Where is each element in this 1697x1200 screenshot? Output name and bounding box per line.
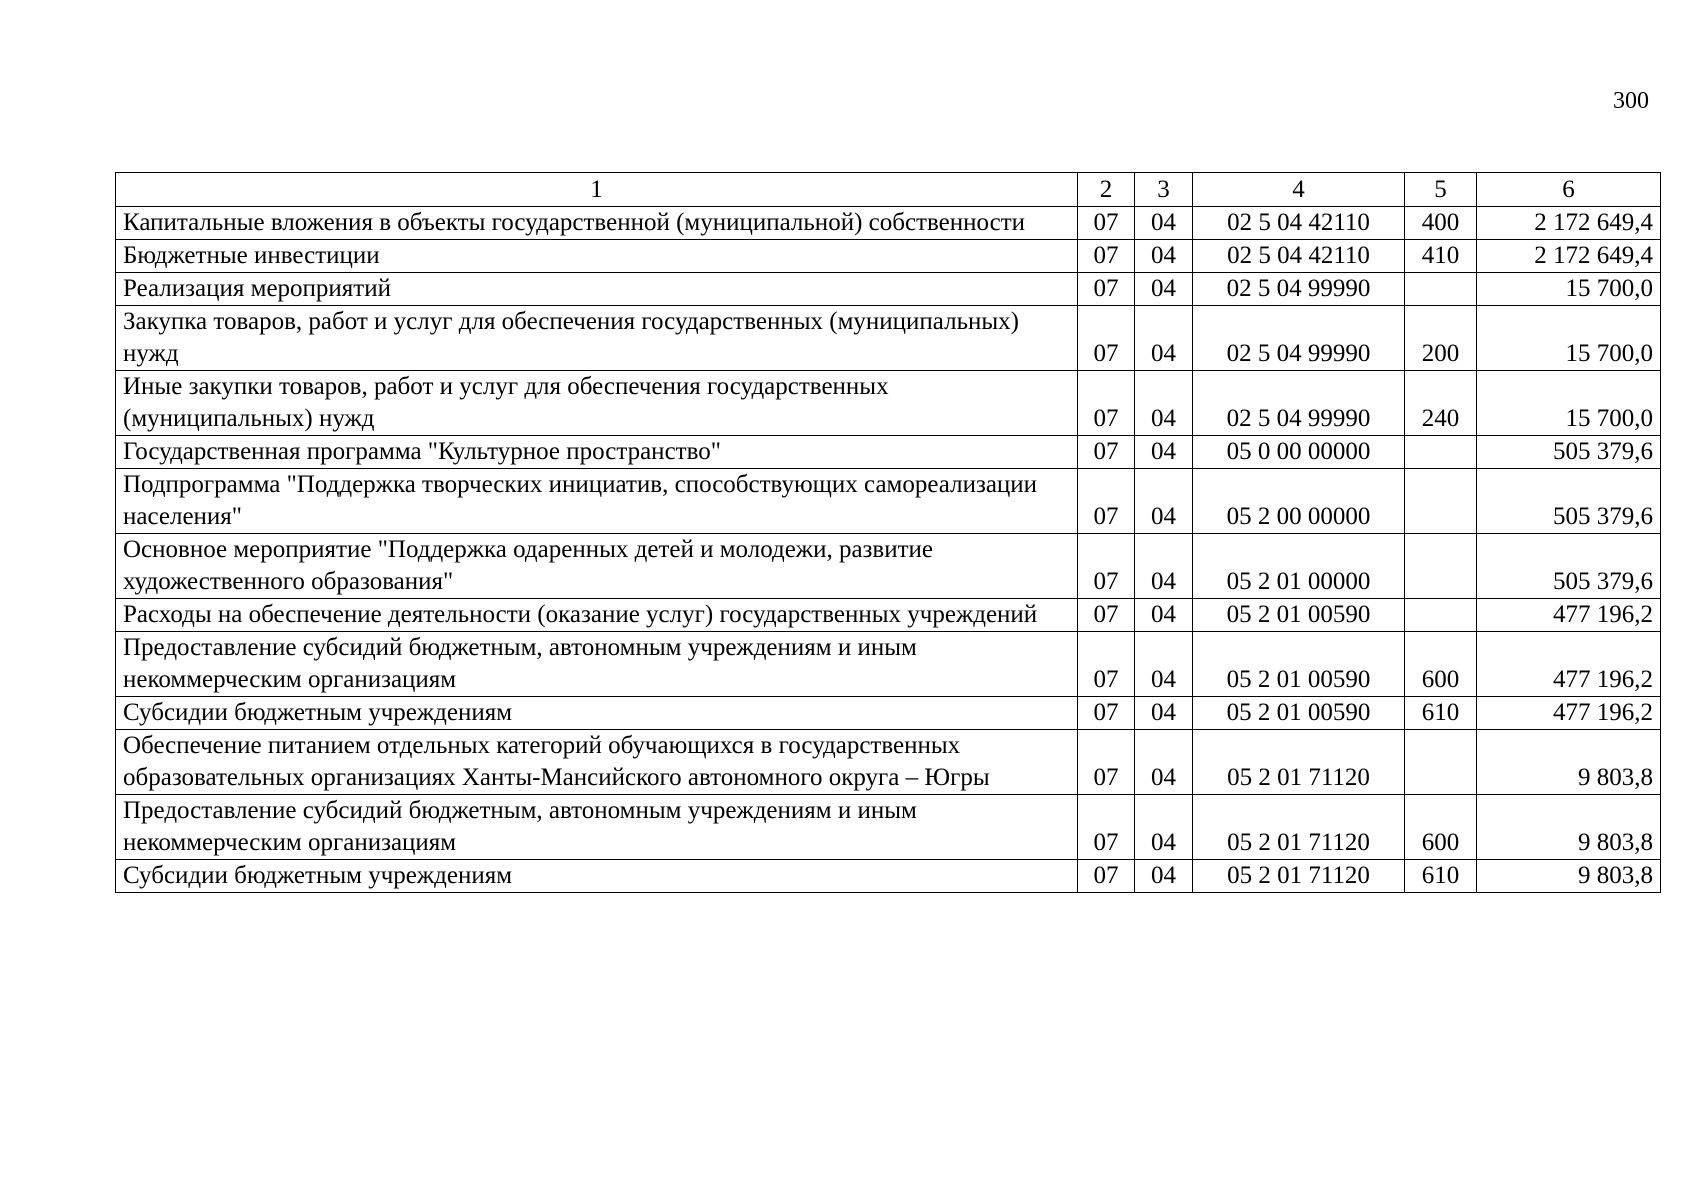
table-row [116,436,1661,469]
amount: 9 803,8 [1477,730,1661,795]
expense-type-code: 610 [1405,860,1477,893]
target-article-code: 05 0 00 00000 [1193,436,1405,469]
target-article-code: 02 5 04 99990 [1193,306,1405,371]
subsection-code: 04 [1135,599,1193,632]
row-description: Реализация мероприятий [116,273,1078,306]
amount: 15 700,0 [1477,371,1661,436]
section-code: 07 [1078,240,1135,273]
column-header-5: 5 [1405,173,1477,207]
section-code: 07 [1078,469,1135,534]
target-article-code: 05 2 01 00000 [1193,534,1405,599]
amount: 2 172 649,4 [1477,240,1661,273]
column-header-6: 6 [1477,173,1661,207]
row-description: Предоставление субсидий бюджетным, автономным учреждениям и иным некоммерческим организациям [116,632,1078,697]
expense-type-code [1405,436,1477,469]
row-description: Предоставление субсидий бюджетным, автономным учреждениям и иным некоммерческим организациям [116,795,1078,860]
section-code: 07 [1078,697,1135,730]
subsection-code: 04 [1135,371,1193,436]
table-row [116,534,1661,599]
table-row [116,730,1661,795]
target-article-code: 05 2 01 00590 [1193,599,1405,632]
subsection-code: 04 [1135,860,1193,893]
budget-table [115,172,1661,893]
target-article-code: 02 5 04 42110 [1193,207,1405,240]
amount: 15 700,0 [1477,273,1661,306]
expense-type-code [1405,599,1477,632]
subsection-code: 04 [1135,534,1193,599]
section-code: 07 [1078,371,1135,436]
amount: 477 196,2 [1477,632,1661,697]
row-description: Расходы на обеспечение деятельности (оказание услуг) государственных учреждений [116,599,1078,632]
column-header-3: 3 [1135,173,1193,207]
expense-type-code: 400 [1405,207,1477,240]
table-row [116,795,1661,860]
row-description: Субсидии бюджетным учреждениям [116,860,1078,893]
page-number: 300 [1613,88,1649,114]
expense-type-code: 200 [1405,306,1477,371]
table-row [116,632,1661,697]
section-code: 07 [1078,730,1135,795]
amount: 505 379,6 [1477,469,1661,534]
target-article-code: 05 2 01 71120 [1193,795,1405,860]
table-header [116,173,1661,207]
expense-type-code: 610 [1405,697,1477,730]
subsection-code: 04 [1135,469,1193,534]
table-row [116,599,1661,632]
table-row [116,207,1661,240]
row-description: Основное мероприятие "Поддержка одаренных детей и молодежи, развитие художественного образования" [116,534,1078,599]
subsection-code: 04 [1135,795,1193,860]
subsection-code: 04 [1135,207,1193,240]
row-description: Подпрограмма "Поддержка творческих инициатив, способствующих самореализации населения" [116,469,1078,534]
section-code: 07 [1078,534,1135,599]
section-code: 07 [1078,273,1135,306]
table-row [116,306,1661,371]
row-description: Государственная программа "Культурное пространство" [116,436,1078,469]
expense-type-code [1405,469,1477,534]
section-code: 07 [1078,599,1135,632]
column-header-1: 1 [116,173,1078,207]
row-description: Бюджетные инвестиции [116,240,1078,273]
section-code: 07 [1078,436,1135,469]
table-body [116,207,1661,893]
section-code: 07 [1078,632,1135,697]
amount: 477 196,2 [1477,599,1661,632]
table-row [116,240,1661,273]
target-article-code: 02 5 04 99990 [1193,273,1405,306]
section-code: 07 [1078,306,1135,371]
section-code: 07 [1078,207,1135,240]
column-header-2: 2 [1078,173,1135,207]
table-row [116,469,1661,534]
header-row [116,173,1661,207]
expense-type-code: 600 [1405,795,1477,860]
subsection-code: 04 [1135,632,1193,697]
amount: 9 803,8 [1477,860,1661,893]
subsection-code: 04 [1135,436,1193,469]
table-row [116,273,1661,306]
subsection-code: 04 [1135,240,1193,273]
expense-type-code: 410 [1405,240,1477,273]
target-article-code: 02 5 04 42110 [1193,240,1405,273]
row-description: Закупка товаров, работ и услуг для обеспечения государственных (муниципальных) нужд [116,306,1078,371]
target-article-code: 05 2 01 00590 [1193,697,1405,730]
column-header-4: 4 [1193,173,1405,207]
table-row [116,371,1661,436]
row-description: Субсидии бюджетным учреждениям [116,697,1078,730]
amount: 9 803,8 [1477,795,1661,860]
section-code: 07 [1078,860,1135,893]
section-code: 07 [1078,795,1135,860]
expense-type-code [1405,730,1477,795]
amount: 15 700,0 [1477,306,1661,371]
target-article-code: 05 2 00 00000 [1193,469,1405,534]
expense-type-code: 600 [1405,632,1477,697]
table-row [116,697,1661,730]
expense-type-code: 240 [1405,371,1477,436]
amount: 505 379,6 [1477,436,1661,469]
subsection-code: 04 [1135,273,1193,306]
target-article-code: 05 2 01 71120 [1193,730,1405,795]
row-description: Капитальные вложения в объекты государственной (муниципальной) собственности [116,207,1078,240]
amount: 505 379,6 [1477,534,1661,599]
row-description: Иные закупки товаров, работ и услуг для обеспечения государственных (муниципальных) нужд [116,371,1078,436]
table-row [116,860,1661,893]
target-article-code: 02 5 04 99990 [1193,371,1405,436]
amount: 2 172 649,4 [1477,207,1661,240]
target-article-code: 05 2 01 00590 [1193,632,1405,697]
subsection-code: 04 [1135,306,1193,371]
subsection-code: 04 [1135,730,1193,795]
target-article-code: 05 2 01 71120 [1193,860,1405,893]
expense-type-code [1405,534,1477,599]
subsection-code: 04 [1135,697,1193,730]
expense-type-code [1405,273,1477,306]
row-description: Обеспечение питанием отдельных категорий обучающихся в государственных образовательных организациях Ханты-Мансийского автономного округа – Югры [116,730,1078,795]
amount: 477 196,2 [1477,697,1661,730]
